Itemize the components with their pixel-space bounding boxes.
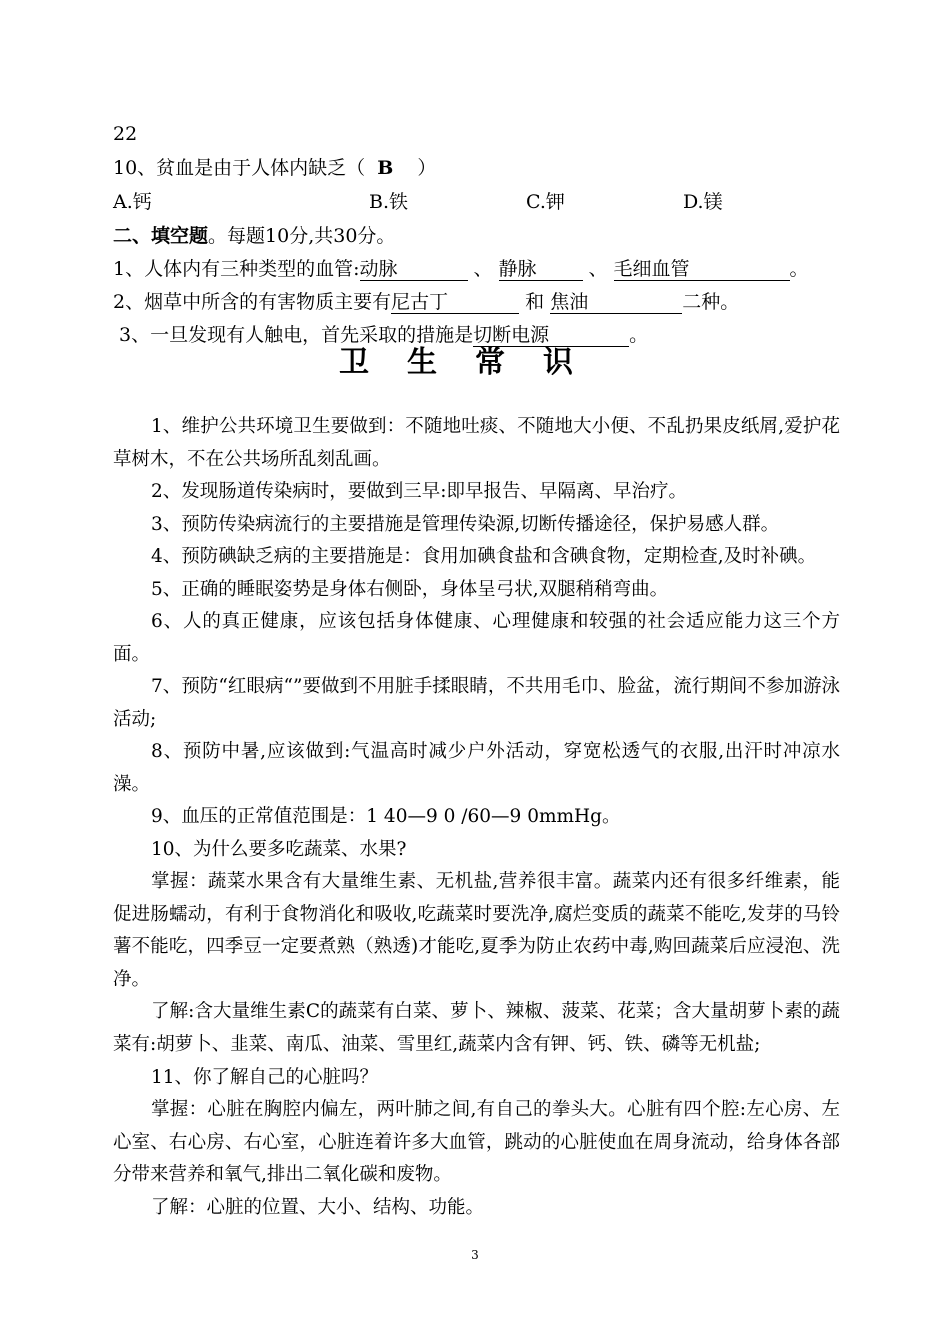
fill1-answer-1: 动脉 [360,258,468,281]
paragraph-12: 了解:含大量维生素C的蔬菜有白菜、萝卜、辣椒、菠菜、花菜；含大量胡萝卜素的蔬菜有:胡萝卜、韭菜、南瓜、油菜、雪里红,蔬菜内含有钾、钙、铁、磷等无机盐; [113,1001,840,1055]
option-d: D.镁 [683,191,723,213]
option-b: B.铁 [369,191,409,213]
fill2-mid: 和 [519,291,551,313]
fill-question-2 [113,290,739,314]
fill1-sep-1: 、 [473,258,493,280]
paragraph-10: 10、为什么要多吃蔬菜、水果? [151,839,407,860]
paragraph-9: 9、血压的正常值范围是：1 40—9 0 /60—9 0mmHg。 [151,806,621,827]
fill1-prefix: 1、人体内有三种类型的血管: [113,258,360,280]
fill1-suffix: 。 [789,258,809,280]
question-close: ） [417,157,437,179]
option-c: C.钾 [526,191,565,213]
paragraph-13: 11、你了解自己的心脏吗？ [151,1067,379,1088]
question-10 [113,156,436,180]
paragraph-2: 2、发现肠道传染病时，要做到三早:即早报告、早隔离、早治疗。 [151,481,688,502]
fill2-suffix: 二种。 [682,291,740,313]
paragraph-3: 3、预防传染病流行的主要措施是管理传染源,切断传播途径，保护易感人群。 [151,514,780,535]
paragraph-1: 1、维护公共环境卫生要做到：不随地吐痰、不随地大小便、不乱扔果皮纸屑,爱护花草树木，不在公共场所乱刻乱画。 [113,416,840,470]
question-answer: B [377,157,394,179]
fill2-answer-2: 焦油 [550,291,682,314]
page-number: 3 [471,1248,479,1262]
fill1-answer-3: 毛细血管 [614,258,790,281]
section-heading-desc: 。每题10分,共30分。 [208,225,396,247]
fill1-sep-2: 、 [588,258,608,280]
paragraph-7: 7、预防“红眼病“”要做到不用脏手揉眼睛，不共用毛巾、脸盆，流行期间不参加游泳活动; [113,676,840,730]
fill1-answer-2: 静脉 [499,258,583,281]
paragraph-8: 8、预防中暑,应该做到:气温高时减少户外活动，穿宽松透气的衣服,出汗时冲凉水澡。 [113,741,840,795]
paragraph-14: 掌握：心脏在胸腔内偏左，两叶肺之间,有自己的拳头大。心脏有四个腔:左心房、左心室、右心房、右心室，心脏连着许多大血管，跳动的心脏使血在周身流动，给身体各部分带来营养和氧气,排出二氧化碳和废物。 [113,1099,840,1185]
top-number: 22 [113,123,138,145]
fill3-suffix: 。 [629,324,649,346]
paragraph-15: 了解：心脏的位置、大小、结构、功能。 [151,1197,485,1218]
fill3-prefix: 3、一旦发现有人触电，首先采取的措施是 [119,324,474,346]
fill-question-3 [119,323,648,347]
section-heading [113,224,395,248]
fill3-answer-1: 切断电源 [473,324,629,347]
section-heading-title: 二、填空题 [113,225,209,247]
option-a: A.钙 [113,191,152,213]
fill2-answer-1: 尼古丁 [391,291,519,314]
paragraph-6: 6、人的真正健康，应该包括身体健康、心理健康和较强的社会适应能力这三个方面。 [113,611,840,665]
paragraph-5: 5、正确的睡眠姿势是身体右侧卧，身体呈弓状,双腿稍稍弯曲。 [151,579,669,600]
page-title: 卫生常识 [339,345,611,380]
question-text: 10、贫血是由于人体内缺乏（ [113,157,366,179]
paragraph-4: 4、预防碘缺乏病的主要措施是：食用加碘食盐和含碘食物，定期检查,及时补碘。 [151,546,817,567]
fill2-prefix: 2、烟草中所含的有害物质主要有 [113,291,392,313]
fill-question-1 [113,257,809,281]
paragraph-11: 掌握：蔬菜水果含有大量维生素、无机盐,营养很丰富。蔬菜内还有很多纤维素，能促进肠蠕动，有利于食物消化和吸收,吃蔬菜时要洗净,腐烂变质的蔬菜不能吃,发芽的马铃薯不能吃，四季豆一定要煮熟（熟透)才能吃,夏季为防止农药中毒,购回蔬菜后应浸泡、洗净。 [113,871,840,990]
